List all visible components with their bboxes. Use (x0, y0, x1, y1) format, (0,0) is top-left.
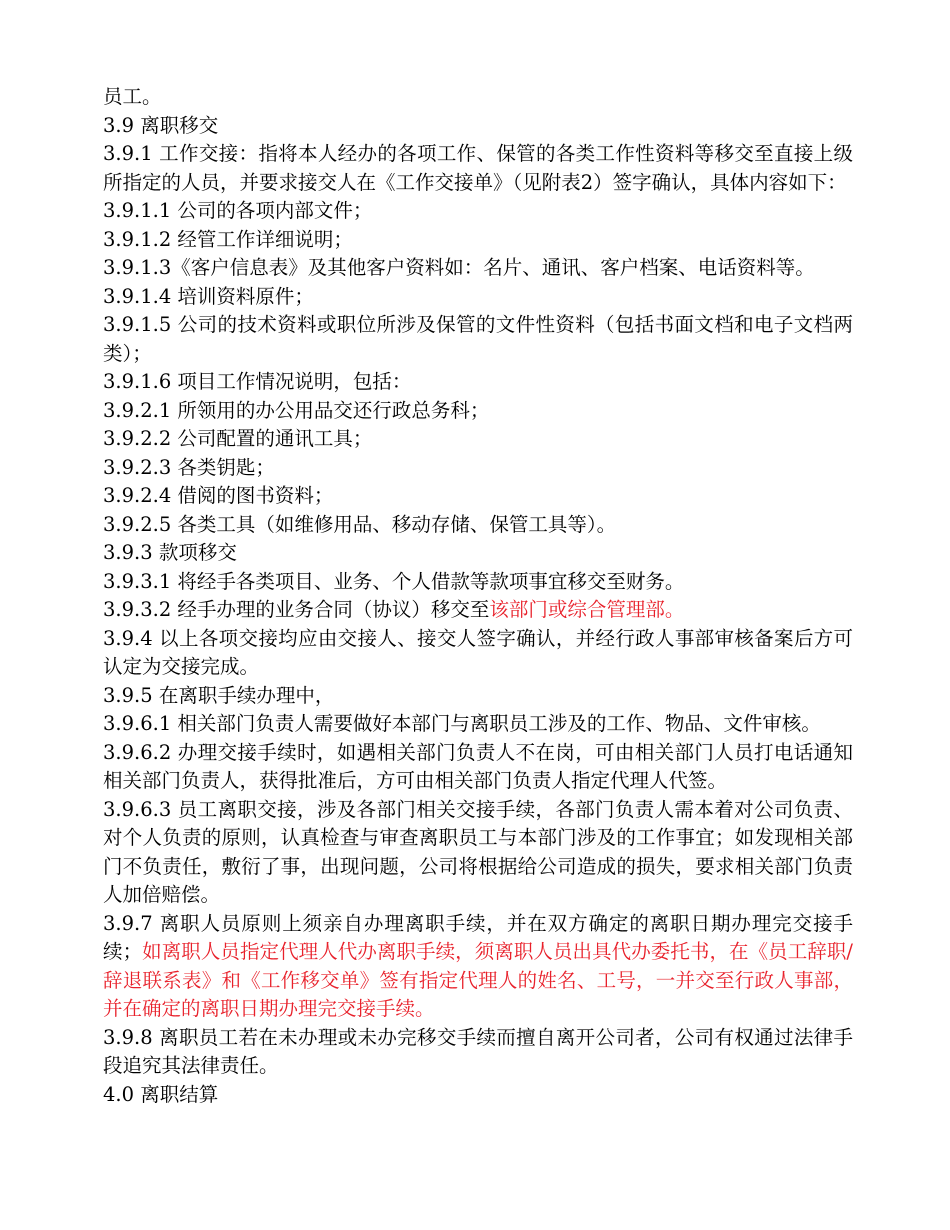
clause-3-9-1-4: 3.9.1.4 培训资料原件； (103, 284, 314, 308)
clause-3-9-7-text: 3.9.7 离职人员原则上须亲自办理离职手续，并在双方确定的离职日期办理完交接手续； (103, 911, 853, 963)
document-page (103, 83, 853, 1109)
clause-3-9-1-3: 3.9.1.3《客户信息表》及其他客户资料如：名片、通讯、客户档案、电话资料等。 (103, 256, 815, 279)
clause-3-9-2-2: 3.9.2.2 公司配置的通讯工具； (103, 427, 373, 450)
clause-3-9-3-2 (103, 596, 853, 625)
paragraph-continuation: 员工。 (103, 85, 162, 108)
clause-3-9-2-4: 3.9.2.4 借阅的图书资料； (103, 484, 334, 507)
clause-3-9-1-6: 3.9.1.6 项目工作情况说明，包括： (103, 370, 412, 393)
clause-3-9-2-3: 3.9.2.3 各类钥匙； (103, 455, 275, 479)
clause-3-9-3-2-text: 3.9.3.2 经手办理的业务合同（协议）移交至 (103, 598, 490, 621)
clause-3-9-4: 3.9.4 以上各项交接均应由交接人、接交人签字确认，并经行政人事部审核备案后方可认定为交接完成。 (103, 626, 853, 678)
clause-3-9-2-1: 3.9.2.1 所领用的办公用品交还行政总务科； (103, 398, 490, 422)
clause-3-9-1-2: 3.9.1.2 经管工作详细说明； (103, 227, 353, 251)
clause-3-9-6-1: 3.9.6.1 相关部门负责人需要做好本部门与离职员工涉及的工作、物品、文件审核。 (103, 712, 821, 735)
clause-3-9-2-5: 3.9.2.5 各类工具（如维修用品、移动存储、保管工具等）。 (103, 512, 617, 536)
clause-3-9-5: 3.9.5 在离职手续办理中， (103, 683, 335, 707)
clause-3-9-7 (103, 910, 853, 1024)
clause-3-9-8: 3.9.8 离职员工若在未办理或未办完移交手续而擅自离开公司者，公司有权通过法律手段追究其法律责任。 (103, 1025, 853, 1077)
clause-3-9-7-highlight: 如离职人员指定代理人代办离职手续，须离职人员出具代办委托书，在《员工辞职/辞退联系表》和《工作移交单》签有指定代理人的姓名、工号，一并交至行政人事部，并在确定的离职日期办理完交接手续。 (103, 940, 853, 1020)
clause-3-9-6-2: 3.9.6.2 办理交接手续时，如遇相关部门负责人不在岗，可由相关部门人员打电话通知相关部门负责人，获得批准后，方可由相关部门负责人指定代理人代签。 (103, 740, 853, 792)
section-heading-4-0: 4.0 离职结算 (103, 1082, 219, 1106)
section-heading-3-9: 3.9 离职移交 (103, 113, 219, 137)
clause-3-9-6-3: 3.9.6.3 员工离职交接，涉及各部门相关交接手续，各部门负责人需本着对公司负责、对个人负责的原则，认真检查与审查离职员工与本部门涉及的工作事宜；如发现相关部门不负责任，敷衍了事，出现问题，公司将根据给公司造成的损失，要求相关部门负责人加倍赔偿。 (103, 797, 853, 906)
clause-3-9-3-2-highlight: 该部门或综合管理部。 (489, 598, 685, 621)
section-heading-3-9-3: 3.9.3 款项移交 (103, 541, 237, 564)
clause-3-9-1: 3.9.1 工作交接：指将本人经办的各项工作、保管的各类工作性资料等移交至直接上级所指定的人员，并要求接交人在《工作交接单》（见附表2）签字确认，具体内容如下： (103, 142, 853, 194)
clause-3-9-1-5: 3.9.1.5 公司的技术资料或职位所涉及保管的文件性资料（包括书面文档和电子文档两类）； (103, 313, 853, 365)
clause-3-9-3-1: 3.9.3.1 将经手各类项目、业务、个人借款等款项事宜移交至财务。 (103, 569, 685, 593)
clause-3-9-1-1: 3.9.1.1 公司的各项内部文件； (103, 199, 373, 222)
